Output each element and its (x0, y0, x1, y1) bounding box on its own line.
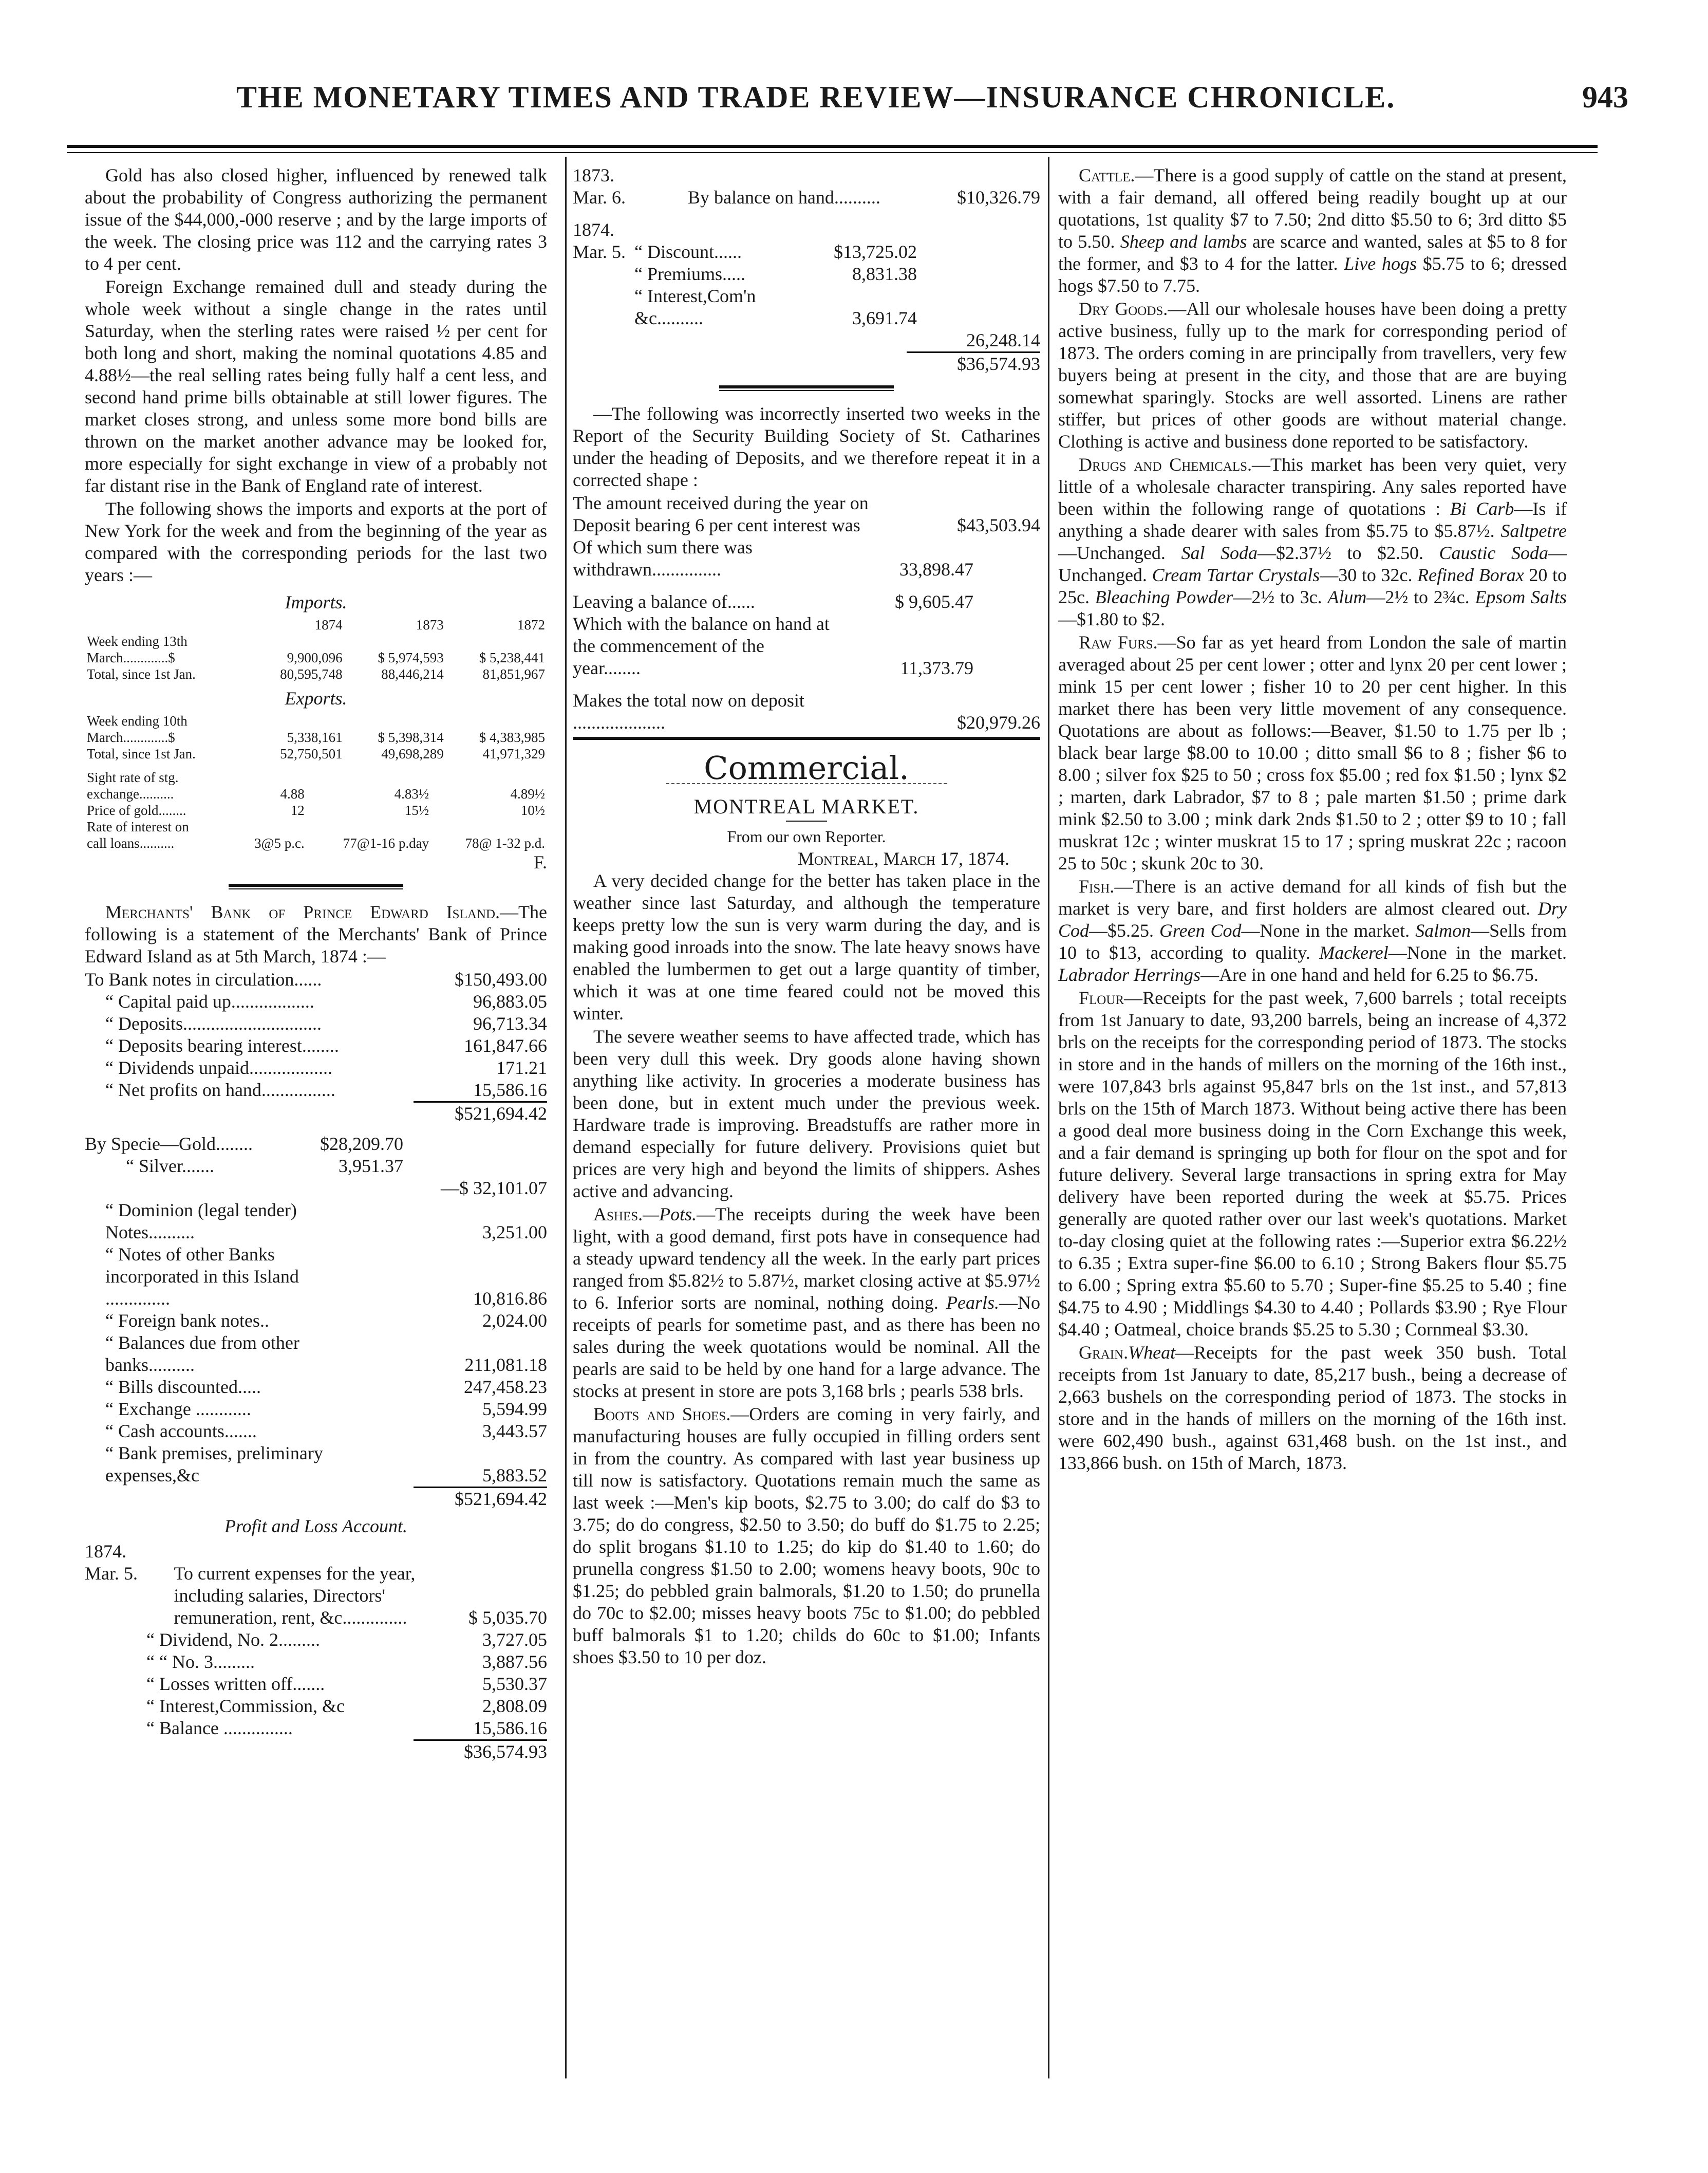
row-label: March.............$ (87, 730, 175, 745)
cattle-heading: Cattle. (1079, 165, 1135, 185)
bicarb-text: —Is if anything a shade dearer with sales from $5.75 to $5.87½. (1058, 498, 1567, 541)
grain-text: —Receipts for the past week 350 bush. Total receipts from 1st January to date, 85,217 bush., being a decrease of 2,663 bushels on the corresponding period of 1873. The stocks in store and in the hands of millers on the morning of the 16th inst. were 602,490 bush., against 631,468 bush. on the 1st inst., and 133,866 bush. on 15th of March, 1873. (1058, 1342, 1567, 1473)
cell: 3@5 p.c. (254, 835, 305, 851)
list-item (146, 1741, 547, 1763)
furs-text: —So far as yet heard from London the sale of martin averaged about 25 per cent lower ; otter and lynx 20 per cent lower ; mink 15 per cent lower ; fisher 10 to 20 per cent higher. In this market there has been very little movement of any consequence. Quotations are about as follows:—Beaver, $1.50 to 1.75 per lb ; black bear large $8.00 to 10.00 ; ditto small $6 to 8 ; fisher $6 to 8.00 ; silver fox $25 to 50 ; cross fox $5.00 ; red fox $1.50 ; lynx $2 ; marten, dark Labrador, $7 to 8 ; pale marten $1.50 ; prime dark mink $2.50 to 3.00 ; mink dark 2nds $1.50 to 2 ; otter $9 to 10 ; fall muskrat 12c ; winter muskrat 15 to 17 ; spring muskrat 22c ; racoon 25 to 50c ; skunk 20c to 30. (1058, 632, 1567, 874)
row-label: Week ending 10th (87, 713, 187, 729)
reporter-line: From our own Reporter. (727, 827, 886, 846)
list-item (573, 329, 1040, 351)
item-label: “ Cash accounts....... (105, 1421, 257, 1441)
list-item (85, 1376, 547, 1398)
list-item (573, 613, 1040, 679)
item-label: Makes the total now on deposit .................... (573, 690, 804, 733)
list-item (85, 1155, 547, 1177)
item-amount: 5,530.37 (482, 1674, 547, 1694)
montreal-market-heading: MONTREAL MARKET. (693, 795, 919, 818)
epsom-label: Epsom Salts (1475, 587, 1567, 607)
boots-heading: Boots and Shoes. (593, 1404, 731, 1424)
row-label: Sight rate of stg. (87, 770, 179, 785)
epsom-text: —$1.80 to $2. (1058, 609, 1166, 629)
paragraph-incorrect: —The following was incorrectly inserted two weeks in the Report of the Security Building Society of St. Catharines under the heading of Deposits, and we therefore repeat it in a corrected shape : (573, 403, 1040, 490)
item-label: “ Exchange ............ (105, 1399, 251, 1419)
bicarb-label: Bi Carb (1450, 498, 1514, 519)
list-item (573, 353, 1040, 375)
caustic-text: —Unchanged. (1058, 543, 1567, 585)
item-amount: 15,586.16 (473, 1718, 547, 1738)
mar5-label: Mar. 5. (573, 242, 626, 262)
table-row (85, 819, 547, 835)
short-rule (786, 821, 827, 822)
item-label: To current expenses for the year, including salaries, Directors' remuneration, rent, &c.............. (174, 1563, 416, 1628)
section-divider (229, 884, 403, 891)
list-item (85, 1079, 547, 1101)
cream-tartar-text: —30 to 32c. (1320, 565, 1413, 585)
item-amount: 10,816.86 (473, 1288, 547, 1309)
list-item (85, 1199, 547, 1243)
year-1874: 1874 (314, 617, 343, 633)
green-cod-text: —None in the market. (1241, 920, 1410, 941)
salmon-label: Salmon (1415, 920, 1471, 941)
list-item (634, 285, 917, 329)
table-row (85, 666, 547, 682)
item-amount: 5,594.99 (482, 1399, 547, 1419)
paragraph-cattle (1058, 164, 1567, 297)
item-label: “ “ No. 3......... (146, 1651, 255, 1672)
cell: 88,446,214 (381, 666, 444, 682)
list-item (85, 1442, 547, 1487)
credits-sum: 26,248.14 (966, 330, 1040, 350)
paragraph-trade: The severe weather seems to have affected trade, which has been very dull this week. Dry goods alone having shown anything like activity. In groceries a moderate business has been done, but in extent much under the previous week. Hardware trade is improving. Breadstuffs are rather more in demand especially for future delivery. Provisions quiet but prices are very high and beyond the limits of shippers. Ashes active and advancing. (573, 1026, 1040, 1201)
item-amount: $13,725.02 (834, 242, 917, 262)
cell: 78@ 1-32 p.d. (465, 835, 545, 851)
item-label: Leaving a balance of...... (573, 591, 755, 612)
item-label: “ Discount...... (634, 242, 742, 262)
list-item (85, 1035, 547, 1057)
ashes-text-2: —No receipts of pearls for sometime past, and as there has been no sales during the week quotations would be nominal. All the pearls are said to be held by one hand for a large advance. The stocks at present in store are pots 3,168 brls ; pearls 538 brls. (573, 1292, 1040, 1401)
liabilities-list (85, 969, 547, 1510)
journal-title: THE MONETARY TIMES AND TRADE REVIEW—INSURANCE CHRONICLE. (236, 80, 1396, 114)
item-amount: $ 9,605.47 (895, 591, 973, 612)
row-label: call loans.......... (87, 835, 175, 851)
row-label: Total, since 1st Jan. (87, 746, 196, 762)
item-label: “ Silver....... (126, 1156, 214, 1176)
page-header (67, 62, 1634, 149)
pl-year: 1874. (85, 1541, 126, 1562)
cell: $ 5,238,441 (479, 650, 545, 665)
item-label: “ Notes of other Banks incorporated in this Island .............. (105, 1244, 299, 1309)
green-cod-label: Green Cod (1159, 920, 1242, 941)
commercial-heading: Commercial. (704, 749, 909, 787)
list-item (85, 1488, 547, 1510)
item-label: “ Bills discounted..... (105, 1377, 261, 1397)
borax-text: 20 to 25c. (1058, 565, 1567, 607)
paragraph-flour (1058, 987, 1567, 1341)
item-amount: 247,458.23 (464, 1377, 547, 1397)
assets-total: $521,694.42 (455, 1489, 547, 1509)
year-1872: 1872 (517, 617, 545, 633)
imports-heading: Imports. (285, 592, 347, 612)
saltpetre-label: Saltpetre (1500, 521, 1567, 541)
ashes-heading: Ashes. (593, 1204, 643, 1224)
cell: 4.89½ (510, 786, 545, 802)
item-label: “ Losses written off....... (146, 1674, 325, 1694)
list-item (146, 1673, 547, 1695)
item-label: Which with the balance on hand at the commencement of the year........ (573, 614, 830, 678)
list-item (85, 991, 547, 1013)
paragraph-fish (1058, 876, 1567, 986)
item-amount: 161,847.66 (464, 1035, 547, 1056)
salmon-text: —Sells from 10 to $13, according to quality. (1058, 920, 1567, 963)
item-amount: 3,443.57 (482, 1421, 547, 1441)
item-label: “ Premiums..... (634, 264, 745, 284)
item-label: “ Balance ............... (146, 1718, 293, 1738)
paragraph-imports-intro: The following shows the imports and exports at the port of New York for the week and from the beginning of the year as compared with the corresponding periods for the last two years :— (85, 498, 547, 585)
list-item (634, 241, 917, 263)
cell: 80,595,748 (280, 666, 343, 682)
rates-table (85, 769, 547, 851)
item-label: “ Dividends unpaid.................. (105, 1057, 332, 1078)
cell: 10½ (520, 803, 545, 818)
drugs-text: —This market has been very quiet, very little of a wholesale character transpiring. Any sales reported have been within the following range of quotations : (1058, 454, 1567, 519)
item-amount: 33,898.47 (899, 559, 973, 580)
mar6-label: Mar. 6. (573, 187, 626, 208)
item-amount: 11,373.79 (900, 658, 973, 678)
cell: 52,750,501 (280, 746, 343, 762)
dateline: Montreal, March 17, 1874. (797, 848, 1009, 869)
paragraph-ashes (573, 1203, 1040, 1402)
paragraph-weather: A very decided change for the better has taken place in the weather since last Saturday, and although the temperature keeps pretty low the sun is very warm during the day, and is making good inroads into the snow. The late heavy snows have enabled the lumbermen to get out a large quantity of timber, which it was at one time feared could not be moved this winter. (573, 870, 1040, 1024)
drugs-heading: Drugs and Chemicals. (1079, 454, 1252, 475)
paragraph-boots (573, 1403, 1040, 1668)
item-amount: 5,883.52 (482, 1465, 547, 1485)
list-item (146, 1651, 547, 1673)
ashes-pearls-label: Pearls. (946, 1292, 999, 1313)
merchants-bank-paragraph (85, 901, 547, 968)
mackerel-label: Mackerel (1319, 942, 1388, 963)
item-amount: 8,831.38 (852, 264, 917, 284)
list-item (573, 187, 1040, 209)
pl-date: Mar. 5. (85, 1563, 138, 1584)
table-row (85, 835, 547, 851)
list-item (573, 690, 1040, 734)
item-label: By Specie—Gold........ (85, 1134, 253, 1154)
cell: $ 5,398,314 (378, 730, 444, 745)
page-number: 943 (1582, 80, 1628, 114)
boots-text: —Orders are coming in very fairly, and manufacturing houses are fully occupied in filling orders sent in from the country. As compared with last year business up till now is satisfactory. Quotations remain much the same as last week :—Men's kip boots, $2.75 to 3.00; do calf do $3 to 3.75; do do congress, $2.50 to 3.50; do buff do $1.75 to 2.25; do split brogans $1.10 to 1.25; do kip do $1.40 to 1.60; do prunella congress $1.50 to 2.00; womens heavy boots, 90c to $1.25; do pebbled grain balmorals, $1.20 to 1.50; do prunella do 70c to $2.00; misses heavy boots 75c to $1.00; do pebbled buff balmorals $1 to 1.20; childs do 60c to $1.00; Infants shoes $3.50 to 10 per doz. (573, 1404, 1041, 1667)
list-item (85, 1013, 547, 1035)
item-amount: 2,024.00 (482, 1310, 547, 1331)
imports-table (85, 617, 547, 682)
cell: 4.83½ (394, 786, 429, 802)
credits-total: $36,574.93 (957, 354, 1040, 374)
pl-total: $36,574.93 (464, 1741, 547, 1762)
column-1 (85, 164, 547, 1763)
table-row (85, 713, 547, 729)
exports-heading: Exports. (285, 688, 347, 709)
list-item (85, 1420, 547, 1442)
specie-total: —$ 32,101.07 (441, 1178, 547, 1198)
alum-label: Alum (1327, 587, 1367, 607)
item-amount: $20,979.26 (957, 712, 1040, 733)
list-item (573, 492, 1040, 536)
item-amount: $28,209.70 (320, 1134, 403, 1154)
labrador-label: Labrador Herrings (1058, 964, 1201, 985)
cell: 9,900,096 (287, 650, 343, 665)
list-item (85, 1057, 547, 1079)
item-amount: 3,887.56 (482, 1651, 547, 1672)
item-amount: 15,586.16 (473, 1080, 547, 1100)
flour-heading: Flour (1079, 988, 1124, 1008)
item-amount: $10,326.79 (957, 187, 1040, 208)
row-label: Price of gold........ (87, 803, 186, 818)
item-amount: 171.21 (496, 1057, 547, 1078)
paragraph-drugs (1058, 454, 1567, 630)
caustic-label: Caustic Soda (1439, 543, 1549, 563)
cattle-text-3: $5.75 to 6; dressed hogs $7.50 to 7.75. (1058, 253, 1567, 296)
credits-list (634, 241, 1040, 329)
year-1873: 1873 (416, 617, 444, 633)
flour-text: —Receipts for the past week, 7,600 barrels ; total receipts from 1st January to date, 93,200 barrels, being an increase of 4,372 brls on the receipts for the corresponding period of 1873. The stocks in store and in the hands of millers on the morning of the 16th inst., were 107,843 brls against 95,847 brls on the 1st inst., and 57,813 brls on the 15th of March 1873. Without being active there has been a good deal more business doing in the Corn Exchange this week, and a fair demand is springing up both for flour on the spot and for future delivery. Several large transactions in spring extra for May delivery have been reported during the week at $5.75. Prices generally are quoted rather over our last week's quotations. Market to-day closing quiet at the following rates :—Superior extra $6.22½ to 6.35 ; Extra super-fine $6.00 to 6.10 ; Strong Bakers flour $5.75 to 6.00 ; Spring extra $5.60 to 5.70 ; Super-fine $5.25 to 5.40 ; fine $4.75 to 4.90 ; Middlings $4.30 to 4.40 ; Pollards $3.90 ; Rye Flour $4.40 ; Oatmeal, choice brands $5.25 to 5.30 ; Cornmeal $3.30. (1058, 988, 1567, 1340)
cattle-text-2: are scarce and wanted, sales at $5 to 8 for the former, and $3 to 4 for the latter. (1058, 231, 1567, 274)
item-label: “ Bank premises, preliminary expenses,&c (105, 1443, 323, 1485)
pl-list (85, 1629, 547, 1763)
row-label: Total, since 1st Jan. (87, 666, 196, 682)
table-row (85, 729, 547, 746)
item-label: “ Foreign bank notes.. (105, 1310, 269, 1331)
paragraph-dry-goods (1058, 298, 1567, 453)
list-item (85, 1103, 547, 1125)
cell: 41,971,329 (482, 746, 545, 762)
section-rule (573, 737, 1040, 744)
item-label: “ Interest,Com'n &c.......... (634, 286, 756, 328)
column-3 (1058, 164, 1567, 1475)
salsoda-text: —$2.37½ to $2.50. (1257, 543, 1423, 563)
row-label: Week ending 13th (87, 634, 187, 649)
furs-heading: Raw Furs. (1079, 632, 1158, 653)
bleach-text: —2½ to 3c. (1233, 587, 1322, 607)
item-amount: 2,808.09 (482, 1696, 547, 1716)
profit-loss-heading: Profit and Loss Account. (224, 1516, 407, 1536)
item-amount: 3,691.74 (852, 308, 917, 328)
dry-cod-text: —$5.25. (1089, 920, 1154, 941)
mackerel-text: —None in the market. (1388, 942, 1567, 963)
deposits-list (573, 492, 1040, 734)
fish-text: —There is an active demand for all kinds of fish but the market is very bare, and first holders are almost cleared out. (1058, 876, 1567, 919)
item-amount: 96,713.34 (473, 1013, 547, 1034)
item-amount: 3,951.37 (339, 1156, 403, 1176)
item-amount: $43,503.94 (957, 515, 1040, 535)
list-item (85, 1177, 547, 1199)
dry-goods-text: —All our wholesale houses have been doing a pretty active business, fully up to the mark for corresponding period of 1873. The orders coming in are principally from travellers, very few buyers being at present in the city, and those that are are buying somewhat sparingly. Stocks are well assorted. Linens are rather stiffer, but prices of other goods are without material change. Clothing is active and business done reported to be satisfactory. (1058, 299, 1567, 452)
list-item (85, 1332, 547, 1376)
exports-table (85, 713, 547, 762)
paragraph-furs (1058, 632, 1567, 875)
item-amount: 3,727.05 (482, 1629, 547, 1650)
item-label: “ Balances due from other banks.......... (105, 1332, 299, 1375)
ashes-pots-label: —Pots. (643, 1204, 697, 1224)
list-item (146, 1629, 547, 1651)
list-item (85, 1243, 547, 1310)
cattle-hogs-label: Live hogs (1344, 253, 1417, 274)
cell: 49,698,289 (381, 746, 444, 762)
item-amount: 211,081.18 (464, 1354, 547, 1375)
cream-tartar-label: Cream Tartar Crystals (1152, 565, 1320, 585)
years-row (85, 617, 547, 633)
table-row (85, 649, 547, 666)
table-row (85, 746, 547, 762)
fish-heading: Fish. (1079, 876, 1115, 897)
list-item (573, 591, 1040, 613)
row-label: March.............$ (87, 650, 175, 665)
table-row (85, 786, 547, 802)
header-rule-thin (67, 152, 1598, 153)
paragraph-gold: Gold has also closed higher, influenced by renewed talk about the probability of Congress authorizing the permanent issue of the $44,000,-000 reserve ; and by the large imports of the week. The closing price was 112 and the carrying rates 3 to 4 per cent. (85, 165, 547, 274)
merchants-bank-heading: Merchants' Bank of Prince Edward Island. (105, 902, 500, 922)
header-rule-thick (67, 145, 1598, 148)
cell: 77@1-16 p.day (343, 835, 429, 851)
year-1874-label: 1874. (573, 219, 614, 240)
column-divider-1 (565, 157, 567, 2078)
merchants-bank-intro: —The following is a statement of the Merchants' Bank of Prince Edward Island as at 5th March, 1874 :— (85, 902, 547, 967)
table-row (85, 769, 547, 786)
credits-block (573, 241, 1040, 329)
section-divider (719, 385, 894, 393)
saltpetre-text: —Unchanged. (1058, 543, 1166, 563)
column-divider-2 (1048, 157, 1049, 2078)
list-item (146, 1695, 547, 1717)
item-label: “ Dividend, No. 2......... (146, 1629, 320, 1650)
cattle-sheep-label: Sheep and lambs (1120, 231, 1247, 252)
cell: $ 4,383,985 (479, 730, 545, 745)
paragraph-exchange: Foreign Exchange remained dull and steady during the whole week without a single change in the rates until Saturday, when the sterling rates were raised ½ per cent for both long and short, making the nominal quotations 4.85 and 4.88½—the real selling rates being fully half a cent less, and second hand prime bills obtainable at still lower figures. The market closes strong, and unless some more bond bills are thrown on the market another advance may be looked for, more especially for sight exchange in view of a probably not far distant rise in the Bank of England rate of interest. (85, 276, 547, 496)
list-item (146, 1717, 547, 1739)
salsoda-label: Sal Soda (1181, 543, 1257, 563)
item-label: By balance on hand.......... (688, 187, 880, 208)
bleach-label: Bleaching Powder (1095, 587, 1233, 607)
item-label: “ Deposits.............................. (105, 1013, 322, 1034)
table-row (85, 802, 547, 819)
list-item (85, 1310, 547, 1332)
row-label: exchange.......... (87, 786, 174, 802)
alum-text: —2½ to 2¾c. (1366, 587, 1470, 607)
item-label: To Bank notes in circulation...... (85, 969, 322, 990)
cell: 12 (290, 803, 305, 818)
cell: 15½ (404, 803, 429, 818)
paragraph-grain (1058, 1342, 1567, 1474)
cattle-text: —There is a good supply of cattle on the stand at present, with a fair demand, all offered being readily bought up at our quotations, 1st quality $7 to 7.50; 2nd ditto $5.50 to 6; 3rd ditto $5 to 5.50. (1058, 165, 1567, 252)
item-label: “ Interest,Commission, &c (146, 1696, 345, 1716)
table-row (85, 633, 547, 649)
item-label: “ Capital paid up.................. (105, 991, 314, 1012)
row-label: Rate of interest on (87, 819, 189, 834)
wheat-label: Wheat (1128, 1342, 1176, 1363)
dry-cod-label: Dry Cod (1058, 898, 1567, 941)
column-2 (573, 164, 1040, 1669)
grain-heading: Grain. (1079, 1342, 1129, 1363)
item-label: “ Dominion (legal tender) Notes.......... (105, 1200, 297, 1242)
item-amount: 96,883.05 (473, 991, 547, 1012)
item-amount: $ 5,035.70 (468, 1607, 547, 1628)
list-item (573, 536, 1040, 581)
year-1873-label: 1873. (573, 165, 614, 185)
item-label: “ Deposits bearing interest........ (105, 1035, 339, 1056)
cell: $ 5,974,593 (378, 650, 444, 665)
item-amount: $150,493.00 (455, 969, 547, 990)
cell: 81,851,967 (482, 666, 545, 682)
list-item (634, 263, 917, 285)
list-item (85, 1133, 547, 1155)
ashes-text: —The receipts during the week have been light, with a good demand, first pots have in consequence had a steady upward tendency all the week. In the early part prices ranged from $5.82½ to 5.87½, market closing active at $5.97½ to 6. Inferior sorts are nominal, nothing doing. (573, 1204, 1040, 1313)
cell: 5,338,161 (287, 730, 343, 745)
list-item (85, 1563, 547, 1629)
labrador-text: —Are in one hand and held for 6.25 to $6.75. (1200, 964, 1538, 985)
list-item (85, 969, 547, 991)
item-label: Of which sum there was withdrawn............... (573, 537, 753, 580)
liabilities-total: $521,694.42 (455, 1103, 547, 1124)
borax-label: Refined Borax (1417, 565, 1524, 585)
item-label: “ Net profits on hand................ (105, 1080, 335, 1100)
cell: 4.88 (280, 786, 305, 802)
author-initial: F. (533, 852, 547, 872)
item-label: The amount received during the year on Deposit bearing 6 per cent interest was (573, 493, 869, 535)
item-amount: 3,251.00 (482, 1222, 547, 1242)
dry-goods-heading: Dry Goods. (1079, 299, 1168, 319)
list-item (85, 1398, 547, 1420)
